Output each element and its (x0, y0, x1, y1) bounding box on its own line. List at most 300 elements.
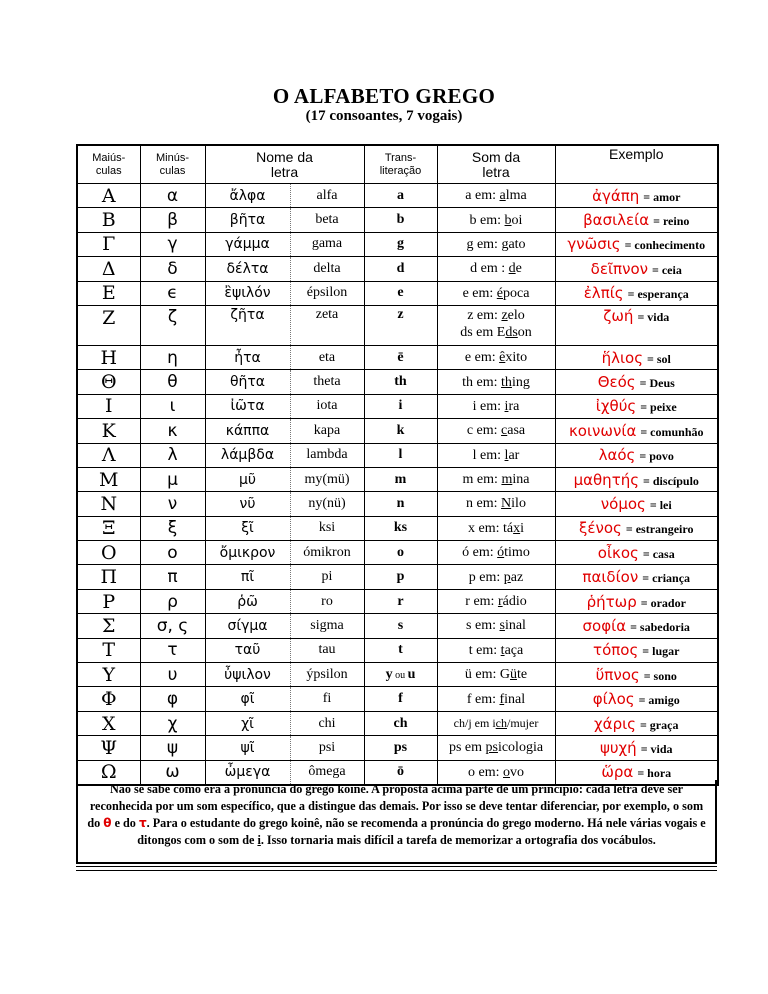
sound-example (437, 184, 555, 208)
example-meaning: = amigo (638, 693, 680, 708)
table-row (77, 443, 718, 467)
portuguese-name-text: psi (318, 739, 336, 755)
page-subtitle: (17 consoantes, 7 vogais) (305, 108, 463, 124)
greek-name (205, 257, 290, 281)
uppercase-text: Μ (99, 468, 119, 491)
portuguese-name (290, 687, 364, 711)
translit-text: ks (393, 520, 408, 536)
example-greek: ψυχή (599, 738, 637, 757)
example-greek: ἥλιος (601, 348, 644, 367)
example-greek: χάρις (594, 714, 636, 733)
portuguese-name-text: ny(nü) (308, 495, 346, 511)
uppercase-letter (77, 687, 140, 711)
sound-example (437, 281, 555, 305)
table-row (77, 257, 718, 281)
lowercase-letter (140, 638, 205, 662)
greek-name-text: ξῖ (241, 520, 254, 537)
translit-text: k (396, 422, 405, 438)
som-pre: x em: tá (468, 520, 514, 536)
lowercase-text: π (167, 567, 178, 588)
som-post: ra (508, 398, 520, 414)
example-greek: ξένος (579, 519, 622, 538)
transliteration (364, 516, 437, 540)
example-word (555, 394, 718, 418)
example-meaning: = reino (653, 214, 690, 229)
transliteration (364, 467, 437, 491)
note-part3: . Para o estudante do grego koinê, não se recomenda a pronúncia do grego moderno. Há nele várias vogais e ditongos com o som de (137, 816, 706, 847)
portuguese-name (290, 614, 364, 638)
portuguese-name (290, 184, 364, 208)
uppercase-letter (77, 257, 140, 281)
example-word (555, 663, 718, 687)
portuguese-name (290, 711, 364, 735)
uppercase-letter (77, 232, 140, 256)
example-greek: κοινωνία (568, 421, 637, 440)
som-post: e (515, 261, 522, 277)
translit-text: r (397, 593, 404, 609)
lowercase-letter (140, 232, 205, 256)
lowercase-text: δ (167, 258, 178, 279)
example-greek: δεῖπνον (590, 259, 648, 278)
greek-name (205, 492, 290, 516)
translit-text: t (398, 642, 403, 658)
example-word (555, 492, 718, 516)
uppercase-text: Δ (101, 257, 116, 280)
som-pre: t em: (468, 642, 501, 658)
greek-name-text: βῆτα (229, 212, 266, 229)
greek-name-text: ὦμεγα (224, 764, 271, 781)
pronunciation-note (76, 780, 717, 864)
example-meaning: = ceia (652, 262, 682, 277)
lowercase-letter (140, 589, 205, 613)
example-greek: ἰχθύς (595, 397, 637, 416)
example-word (555, 687, 718, 711)
som-underlined: z (501, 307, 508, 323)
example-meaning: = criança (642, 571, 691, 586)
example-greek: βασιλεία (583, 211, 650, 230)
example-meaning: = conhecimento (624, 238, 706, 253)
example-word (555, 614, 718, 638)
sound-example (437, 394, 555, 418)
lowercase-text: τ (167, 640, 178, 661)
translit-text: l (398, 447, 403, 463)
portuguese-name-text: eta (318, 349, 336, 365)
example-word (555, 565, 718, 589)
alphabet-table (76, 144, 719, 786)
lowercase-text: ν (167, 493, 178, 514)
example-meaning: = graça (639, 717, 679, 732)
greek-name-text: λάμβδα (220, 447, 275, 464)
greek-name-text: μῦ (238, 471, 256, 488)
header-exemplo-text: Exemplo (609, 146, 664, 162)
transliteration (364, 736, 437, 760)
example-greek: ζωή (603, 306, 634, 325)
note-tau: τ (138, 816, 147, 830)
lowercase-text: κ (167, 420, 178, 441)
lowercase-letter (140, 370, 205, 394)
som-underlined: ps (485, 740, 498, 756)
lowercase-text: ι (169, 396, 176, 417)
uppercase-letter (77, 663, 140, 687)
greek-name (205, 736, 290, 760)
som-underlined: th (501, 374, 512, 390)
som-post: ing (511, 374, 530, 390)
example-meaning: = sol (647, 351, 671, 366)
table-row (77, 687, 718, 711)
greek-name (205, 208, 290, 232)
lowercase-text: ω (165, 762, 180, 783)
greek-name (205, 443, 290, 467)
translit-text: ō (397, 764, 404, 780)
uppercase-letter (77, 208, 140, 232)
page-title: O ALFABETO GREGO (272, 84, 496, 108)
som-underlined: x (513, 520, 521, 536)
som-underlined: o (503, 764, 510, 780)
som-post: i (520, 520, 524, 536)
som-post: asa (507, 423, 526, 439)
example-meaning: = orador (640, 595, 686, 610)
lowercase-letter (140, 345, 205, 369)
example-word (555, 208, 718, 232)
header-maiusculas-text: Maiús- culas (92, 151, 126, 177)
sound-example (437, 232, 555, 256)
transliteration (364, 232, 437, 256)
greek-name-text: ἄλφα (229, 187, 266, 204)
example-meaning: = povo (639, 449, 674, 464)
portuguese-name-text: ro (321, 593, 333, 609)
header-minusculas (140, 145, 205, 184)
lowercase-letter (140, 305, 205, 345)
example-greek: νόμος (600, 494, 646, 513)
lowercase-letter (140, 492, 205, 516)
lowercase-text: β (167, 210, 178, 231)
lowercase-text: η (167, 347, 178, 368)
uppercase-letter (77, 589, 140, 613)
transliteration (364, 443, 437, 467)
example-meaning: = estrangeiro (625, 522, 694, 537)
uppercase-letter (77, 345, 140, 369)
uppercase-text: Ξ (102, 517, 116, 540)
greek-name (205, 419, 290, 443)
portuguese-name (290, 281, 364, 305)
example-greek: λαός (598, 446, 636, 465)
example-meaning: = lei (649, 497, 672, 512)
portuguese-name-text: fi (322, 691, 332, 707)
som-underlined: l (504, 447, 509, 463)
uppercase-letter (77, 305, 140, 345)
uppercase-letter (77, 565, 140, 589)
sound-example (437, 589, 555, 613)
example-greek: ἀγάπη (592, 186, 640, 205)
translit-text: ē (397, 349, 404, 365)
greek-name-text: ἒψιλόν (224, 285, 271, 302)
table-row (77, 208, 718, 232)
uppercase-text: Λ (101, 444, 116, 467)
lowercase-text: ψ (166, 737, 179, 758)
portuguese-name-text: my(mü) (304, 471, 350, 487)
som-pre: l em: (472, 447, 505, 463)
transliteration (364, 281, 437, 305)
transliteration (364, 589, 437, 613)
portuguese-name (290, 394, 364, 418)
som-underlined: c (501, 423, 508, 439)
greek-name-text: ὄμικρον (219, 544, 276, 561)
sound-example (437, 492, 555, 516)
header-maiusculas (77, 145, 140, 184)
sound-example (437, 443, 555, 467)
som-post: aça (504, 642, 524, 658)
som-pre: s em: (466, 618, 500, 634)
transliteration (364, 370, 437, 394)
som-underlined: p (503, 569, 511, 585)
uppercase-letter (77, 281, 140, 305)
portuguese-name-text: delta (313, 260, 341, 276)
sound-example (437, 419, 555, 443)
example-meaning: = esperança (627, 287, 689, 302)
transliteration (364, 184, 437, 208)
som-post: timo (504, 545, 530, 561)
uppercase-text: Ρ (102, 590, 116, 613)
example-word (555, 281, 718, 305)
sound-example (437, 638, 555, 662)
portuguese-name (290, 638, 364, 662)
transliteration (364, 419, 437, 443)
sound-example (437, 345, 555, 369)
example-greek: ῥήτωρ (586, 592, 637, 611)
uppercase-text: Κ (101, 419, 116, 442)
lowercase-text: γ (167, 234, 178, 255)
lowercase-letter (140, 184, 205, 208)
sound-example (437, 711, 555, 735)
lowercase-letter (140, 736, 205, 760)
lowercase-text: ξ (167, 518, 178, 539)
som-pre: b em: (469, 212, 505, 228)
uppercase-text: Η (100, 346, 118, 369)
translit-text: s (397, 617, 404, 633)
example-greek: φίλος (592, 690, 635, 709)
lowercase-text: ρ (167, 591, 178, 612)
uppercase-letter (77, 736, 140, 760)
som-post: ilo (511, 496, 526, 512)
lowercase-letter (140, 711, 205, 735)
example-greek: παιδίον (582, 568, 639, 587)
greek-name (205, 467, 290, 491)
translit-text: a (397, 187, 404, 203)
table-row (77, 419, 718, 443)
som-underlined: N (501, 496, 512, 512)
lowercase-letter (140, 687, 205, 711)
table-row (77, 232, 718, 256)
table-row (77, 565, 718, 589)
translit-text: b (396, 212, 405, 228)
som-post: ar (508, 447, 520, 463)
som-pre: z em: (467, 307, 502, 323)
lowercase-text: λ (167, 445, 178, 466)
som-pre: c em: (466, 423, 502, 439)
translit-text: ps (393, 739, 408, 755)
greek-name (205, 394, 290, 418)
uppercase-text: Χ (101, 712, 116, 735)
portuguese-name (290, 565, 364, 589)
table-row (77, 736, 718, 760)
transliteration (364, 345, 437, 369)
som-post: inal (504, 691, 526, 707)
table-row (77, 614, 718, 638)
example-word (555, 184, 718, 208)
portuguese-name (290, 370, 364, 394)
som-underlined: ó (497, 545, 505, 561)
uppercase-text: Γ (102, 233, 116, 256)
lowercase-text: σ, ς (156, 615, 189, 636)
note-part1: Não se sabe como era a pronúncia do grego koinê. A proposta acima parte de um princípio: cada letra deve ser reconhecida por um som específico, que a distingue das demais. Por isso se deve tentar diferenciar, por exemplo, o som do (87, 782, 704, 830)
header-minusculas-text: Minús- culas (155, 151, 189, 177)
header-som-text: Som da letra (471, 148, 521, 180)
uppercase-letter (77, 711, 140, 735)
note-theta: θ (103, 816, 112, 830)
transliteration (364, 208, 437, 232)
lowercase-text: α (166, 185, 179, 206)
greek-name (205, 589, 290, 613)
lowercase-letter (140, 394, 205, 418)
portuguese-name-text: kapa (313, 422, 341, 438)
som-underlined: m (501, 472, 513, 488)
example-word (555, 232, 718, 256)
example-word (555, 638, 718, 662)
som-pre: n em: (466, 496, 502, 512)
som-pre: f em: (466, 691, 500, 707)
portuguese-name (290, 589, 364, 613)
portuguese-name-text: theta (313, 374, 341, 390)
uppercase-letter (77, 184, 140, 208)
uppercase-letter (77, 370, 140, 394)
som-line2-pre: ds em E (460, 324, 506, 340)
example-word (555, 443, 718, 467)
portuguese-name-text: lambda (306, 447, 348, 463)
sound-example (437, 516, 555, 540)
portuguese-name-text: sigma (310, 617, 344, 633)
portuguese-name-text: gama (311, 236, 343, 252)
greek-name-text: κάππα (225, 422, 270, 439)
portuguese-name-text: tau (318, 642, 336, 658)
portuguese-name-text: chi (318, 715, 336, 731)
sound-example (437, 370, 555, 394)
example-greek: ὕπνος (595, 665, 640, 684)
example-meaning: = peixe (640, 400, 677, 415)
transliteration (364, 492, 437, 516)
som-post: ádio (502, 594, 527, 610)
example-word (555, 711, 718, 735)
uppercase-text: Ψ (100, 736, 118, 759)
uppercase-letter (77, 394, 140, 418)
som-post: az (510, 569, 524, 585)
lowercase-letter (140, 516, 205, 540)
translit-text: e (397, 285, 404, 301)
example-greek: μαθητής (573, 470, 640, 489)
header-transliteracao (364, 145, 437, 184)
som-post: icologia (497, 740, 544, 756)
uppercase-letter (77, 516, 140, 540)
transliteration (364, 394, 437, 418)
translit-text: th (394, 374, 407, 390)
sound-example (437, 687, 555, 711)
header-transliteracao-text: Trans- literação (379, 151, 422, 177)
lowercase-letter (140, 208, 205, 232)
note-part2: e do (111, 816, 139, 830)
portuguese-name-text: ómikron (303, 544, 351, 560)
lowercase-letter (140, 467, 205, 491)
lowercase-letter (140, 257, 205, 281)
som-pre: d em : (470, 261, 509, 277)
greek-name (205, 711, 290, 735)
portuguese-name-text: ômega (308, 764, 346, 780)
table-row (77, 394, 718, 418)
lowercase-letter (140, 541, 205, 565)
uppercase-text: Α (101, 184, 116, 207)
som-pre: ü em: G (464, 667, 510, 683)
example-greek: Θεός (597, 373, 636, 392)
sound-example (437, 541, 555, 565)
uppercase-text: Ε (101, 282, 116, 305)
lowercase-text: φ (166, 689, 179, 710)
greek-name-text: ψῖ (240, 739, 255, 756)
greek-name (205, 663, 290, 687)
example-meaning: = sabedoria (630, 619, 690, 634)
uppercase-letter (77, 492, 140, 516)
som-underlined: i (504, 398, 509, 414)
example-word (555, 419, 718, 443)
lowercase-letter (140, 565, 205, 589)
som-underlined: ü (510, 667, 517, 683)
example-meaning: = discípulo (643, 473, 699, 488)
greek-name-text: ταῦ (234, 642, 261, 659)
uppercase-text: Υ (102, 663, 116, 686)
table-row (77, 638, 718, 662)
som-pre: g em: (466, 236, 502, 252)
lowercase-text: χ (167, 713, 178, 734)
som-pre: o em: (468, 764, 503, 780)
example-meaning: = Deus (639, 376, 675, 391)
example-word (555, 345, 718, 369)
portuguese-name-text: pi (321, 569, 333, 585)
uppercase-letter (77, 541, 140, 565)
table-row (77, 305, 718, 345)
som-line2-post: on (517, 324, 532, 340)
example-meaning: = vida (637, 309, 670, 324)
som-underlined: b (504, 212, 512, 228)
uppercase-letter (77, 638, 140, 662)
som-post: xito (505, 350, 528, 366)
lowercase-text: ϵ (167, 283, 178, 304)
header-som (437, 145, 555, 184)
example-greek: σοφία (582, 616, 627, 635)
lowercase-text: ο (167, 542, 178, 563)
portuguese-name (290, 663, 364, 687)
som-post: poca (503, 285, 530, 301)
transliteration (364, 687, 437, 711)
example-word (555, 736, 718, 760)
table-row (77, 281, 718, 305)
som-post: inal (504, 618, 526, 634)
greek-name (205, 184, 290, 208)
uppercase-letter (77, 467, 140, 491)
som-pre: e em: (464, 350, 500, 366)
uppercase-text: Ι (104, 395, 113, 418)
greek-name-text: πῖ (240, 569, 255, 586)
portuguese-name-text: alfa (316, 187, 338, 203)
example-meaning: = amor (643, 189, 681, 204)
example-greek: οἶκος (597, 543, 639, 562)
translit-text: y (385, 666, 393, 682)
